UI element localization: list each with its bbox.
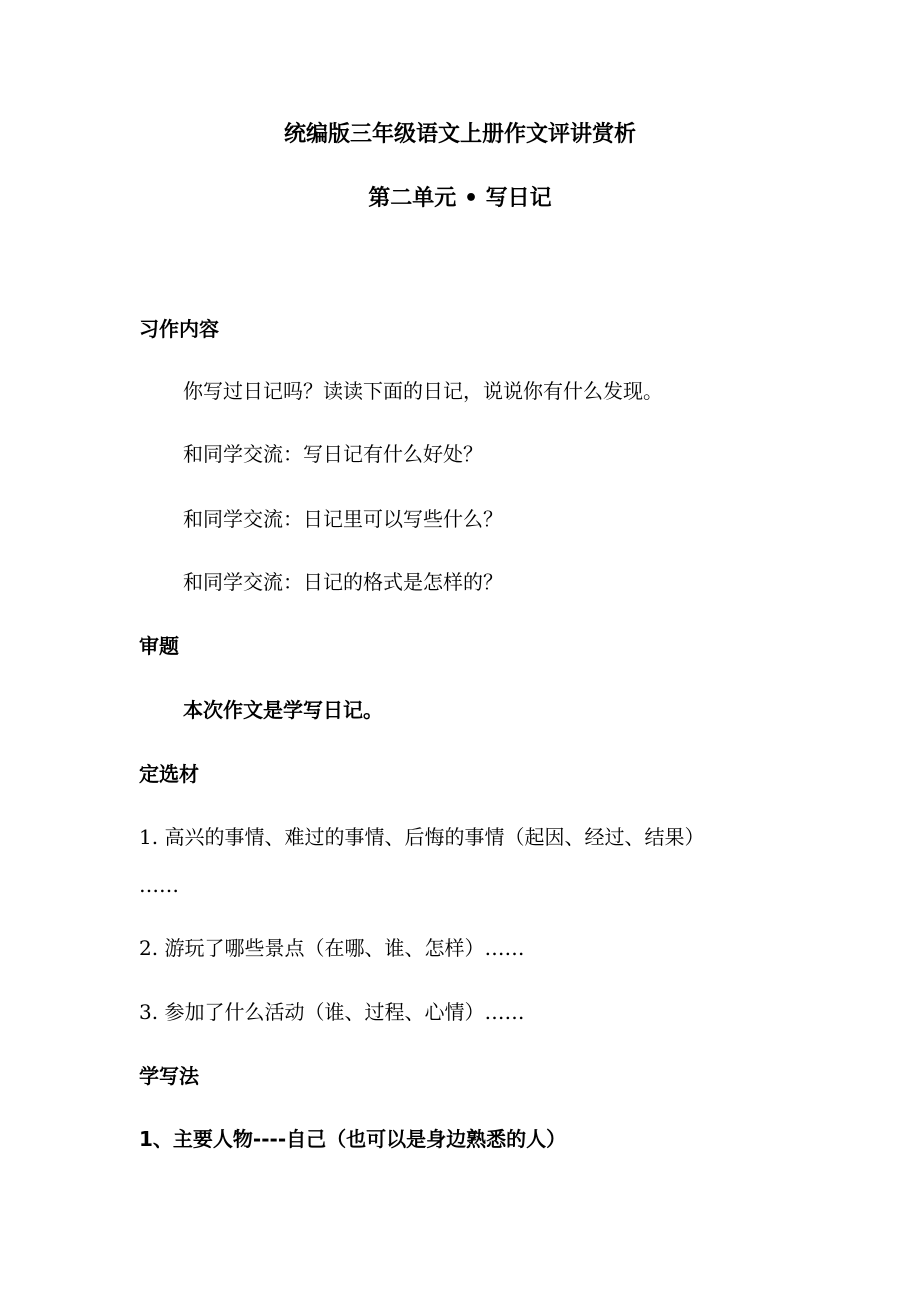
document-title: 统编版三年级语文上册作文评讲赏析 bbox=[283, 122, 636, 147]
list-item-continuation: …… bbox=[139, 873, 179, 897]
section-heading-method: 学写法 bbox=[139, 1064, 199, 1088]
paragraph: 和同学交流：日记里可以写些什么？ bbox=[183, 507, 503, 531]
paragraph: 和同学交流：日记的格式是怎样的？ bbox=[183, 570, 503, 594]
list-item: 3. 参加了什么活动（谁、过程、心情）…… bbox=[139, 1000, 525, 1024]
list-item: 1. 高兴的事情、难过的事情、后悔的事情（起因、经过、结果） bbox=[139, 825, 705, 849]
document-subtitle: 第二单元 • 写日记 bbox=[368, 186, 552, 211]
paragraph: 你写过日记吗？读读下面的日记，说说你有什么发现。 bbox=[183, 379, 663, 403]
list-item: 2. 游玩了哪些景点（在哪、谁、怎样）…… bbox=[139, 936, 525, 960]
section-heading-material: 定选材 bbox=[139, 762, 199, 786]
paragraph: 和同学交流：写日记有什么好处？ bbox=[183, 442, 483, 466]
review-text: 本次作文是学写日记。 bbox=[183, 698, 383, 722]
method-item: 1、主要人物----自己（也可以是身边熟悉的人） bbox=[139, 1127, 567, 1151]
section-heading-review: 审题 bbox=[139, 634, 179, 658]
section-heading-content: 习作内容 bbox=[139, 317, 219, 341]
